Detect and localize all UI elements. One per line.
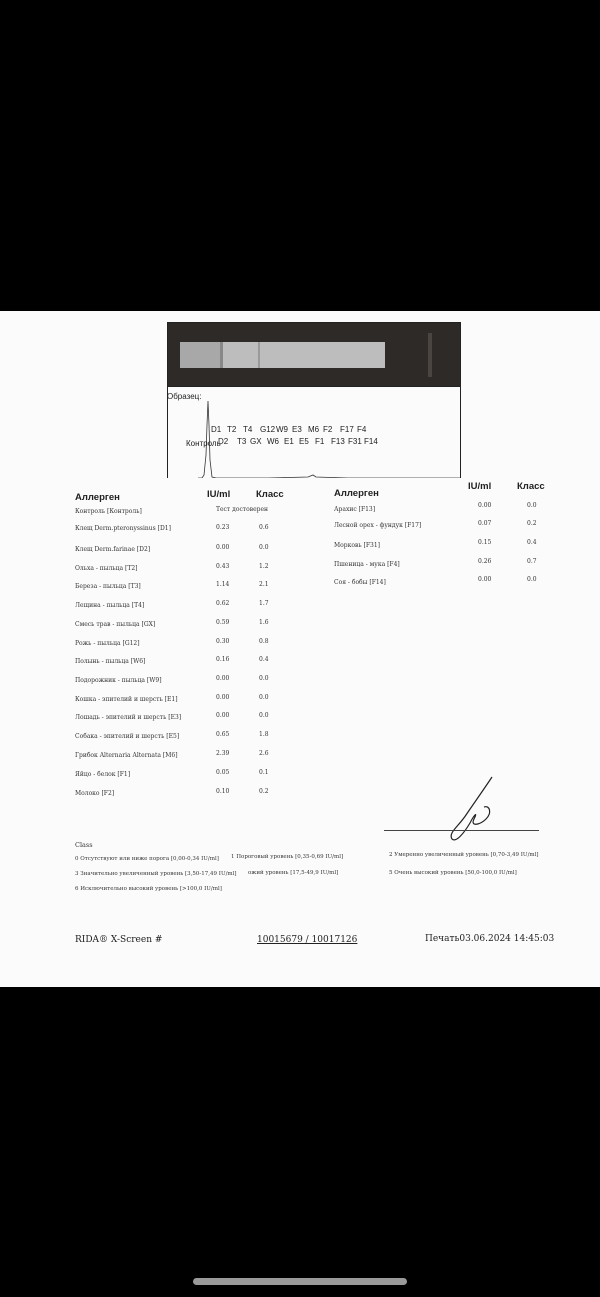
left-row-allergen-name: Смесь трав - пыльца [GX] [75,621,156,628]
graph-top-label-6: M6 [308,425,320,434]
left-row-class-value: 0.2 [259,788,269,795]
left-row-iu-value: 0.65 [216,731,230,738]
left-row-allergen-name: Береза - пыльца [T3] [75,583,141,590]
graph-top-label-0: D1 [211,425,222,434]
right-row-iu-value: 0.26 [478,558,492,565]
test-strip-image [167,322,461,387]
left-row-allergen-name: Клещ Derm.farinae [D2] [75,546,151,553]
graph-top-label-9: F4 [357,425,367,434]
graph-bottom-label-4: E1 [284,437,294,446]
left-row-iu-value: 0.59 [216,619,230,626]
left-row-allergen-name: Молоко [F2] [75,790,115,797]
graph-bottom-label-6: F1 [315,437,325,446]
left-row-class-value: 0.6 [259,524,269,531]
right-row-class-value: 0.2 [527,520,537,527]
class-3: 3 Значительно увеличенный уровень [3,50-17,49 IU/ml] [75,871,237,877]
left-row-class-value: 0.0 [259,675,269,682]
left-row-class-value: 0.1 [259,769,269,776]
home-indicator[interactable] [193,1278,407,1285]
left-row-allergen-name: Яйцо - белок [F1] [75,771,131,778]
left-row-allergen-name: Ольха - пыльца [T2] [75,565,138,572]
left-row-iu-value: 1.14 [216,581,230,588]
right-row-iu-value: 0.07 [478,520,492,527]
device-name: RIDA® X-Screen # [75,935,163,945]
left-row-iu-value: 0.30 [216,638,230,645]
allergen-header-left: Аллерген [75,492,120,503]
left-row-iu-value: 0.43 [216,563,230,570]
left-row-iu-value: 2.39 [216,750,230,757]
graph-top-label-4: W9 [276,425,288,434]
class-header-left: Класс [256,489,284,500]
doctor-signature [440,775,500,843]
left-row-class-value: 0.0 [259,694,269,701]
left-row-allergen-name: Лещина - пыльца [T4] [75,602,145,609]
right-row-iu-value: 0.15 [478,539,492,546]
left-row-class-value: 1.8 [259,731,269,738]
graph-bottom-label-7: F13 [331,437,345,446]
left-row-iu-value: 0.00 [216,712,230,719]
class-5: 5 Очень высокий уровень [50,0-100,0 IU/ml] [389,870,517,876]
left-row-allergen-name: Полынь - пыльца [W6] [75,658,146,665]
left-row-class-value: 2.1 [259,581,269,588]
graph-bottom-label-1: T3 [237,437,247,446]
left-row-allergen-name: Грибок Alternaria Alternata [M6] [75,752,178,759]
left-row-iu-value: 0.62 [216,600,230,607]
graph-bottom-label-3: W6 [267,437,279,446]
right-row-allergen-name: Соя - бобы [F14] [334,579,386,586]
right-row-allergen-name: Лесной орех - фундук [F17] [334,522,422,529]
sample-label: Образец: [167,392,202,401]
left-row-class-value: 0.0 [259,712,269,719]
class-0: 0 Отсутствуют или ниже порога [0,00-0,34 IU/ml] [75,856,219,862]
right-row-class-value: 0.0 [527,502,537,509]
graph-top-label-7: F2 [323,425,333,434]
print-timestamp: Печать03.06.2024 14:45:03 [425,934,555,944]
left-row-class-value: 2.6 [259,750,269,757]
left-row-class-value: 0.4 [259,656,269,663]
strip-edge-mark [428,333,432,377]
left-row-class-value: 1.2 [259,563,269,570]
control-peak-label: Контроль [186,439,221,448]
right-row-allergen-name: Морковь [F31] [334,542,380,549]
left-row-class-value: 0.8 [259,638,269,645]
graph-top-label-2: T4 [243,425,253,434]
left-row-allergen-name: Подорожник - пыльца [W9] [75,677,162,684]
graph-top-label-3: G12 [260,425,276,434]
right-row-iu-value: 0.00 [478,576,492,583]
left-row-class-value: 1.6 [259,619,269,626]
left-row-class-value: 0.0 [259,544,269,551]
right-row-allergen-name: Арахис [F13] [334,506,376,513]
left-row-allergen-name: Кошка - эпителий и шерсть [E1] [75,696,178,703]
left-row-iu-value: 0.00 [216,544,230,551]
graph-bottom-label-5: E5 [299,437,309,446]
left-row-allergen-name: Рожь - пыльца [G12] [75,640,140,647]
class-2: 2 Умеренно увеличенный уровень [0,70-3,49 IU/ml] [389,852,539,858]
iu-header-right: IU/ml [468,481,492,492]
test-strip-band [180,342,385,368]
graph-bottom-label-2: GX [250,437,262,446]
control-row-status: Тест достоверен [216,506,269,513]
graph-top-label-5: E3 [292,425,302,434]
left-row-allergen-name: Клещ Derm.pteronyssinus [D1] [75,525,171,532]
right-row-iu-value: 0.00 [478,502,492,509]
signature-line [384,830,539,831]
class-header-right: Класс [517,481,545,492]
graph-top-label-1: T2 [227,425,237,434]
left-row-iu-value: 0.00 [216,694,230,701]
right-row-class-value: 0.7 [527,558,537,565]
control-row-name: Контроль [Контроль] [75,508,142,515]
iu-header-left: IU/ml [207,489,231,500]
left-row-iu-value: 0.16 [216,656,230,663]
graph-bottom-label-8: F31 [348,437,362,446]
left-row-allergen-name: Лошадь - эпителий и шерсть [E3] [75,714,182,721]
allergen-header-right: Аллерген [334,488,379,499]
graph-bottom-label-0: D2 [218,437,229,446]
class-4: ожий уровень [17,5-49,9 IU/ml] [248,870,339,876]
sample-ids: 10015679 / 10017126 [257,935,358,945]
right-row-class-value: 0.4 [527,539,537,546]
left-row-allergen-name: Собака - эпителий и шерсть [E5] [75,733,180,740]
left-row-class-value: 1.7 [259,600,269,607]
graph-top-label-8: F17 [340,425,354,434]
right-row-allergen-name: Пшеница - мука [F4] [334,561,400,568]
class-6: 6 Исключительно высокий уровень [>100,0 IU/ml] [75,886,222,892]
class-1: 1 Пороговый уровень [0,35-0,69 IU/ml] [231,854,344,860]
graph-bottom-label-9: F14 [364,437,378,446]
left-row-iu-value: 0.00 [216,675,230,682]
left-row-iu-value: 0.23 [216,524,230,531]
right-row-class-value: 0.0 [527,576,537,583]
left-row-iu-value: 0.05 [216,769,230,776]
class-legend-title: Class [75,841,93,849]
left-row-iu-value: 0.10 [216,788,230,795]
